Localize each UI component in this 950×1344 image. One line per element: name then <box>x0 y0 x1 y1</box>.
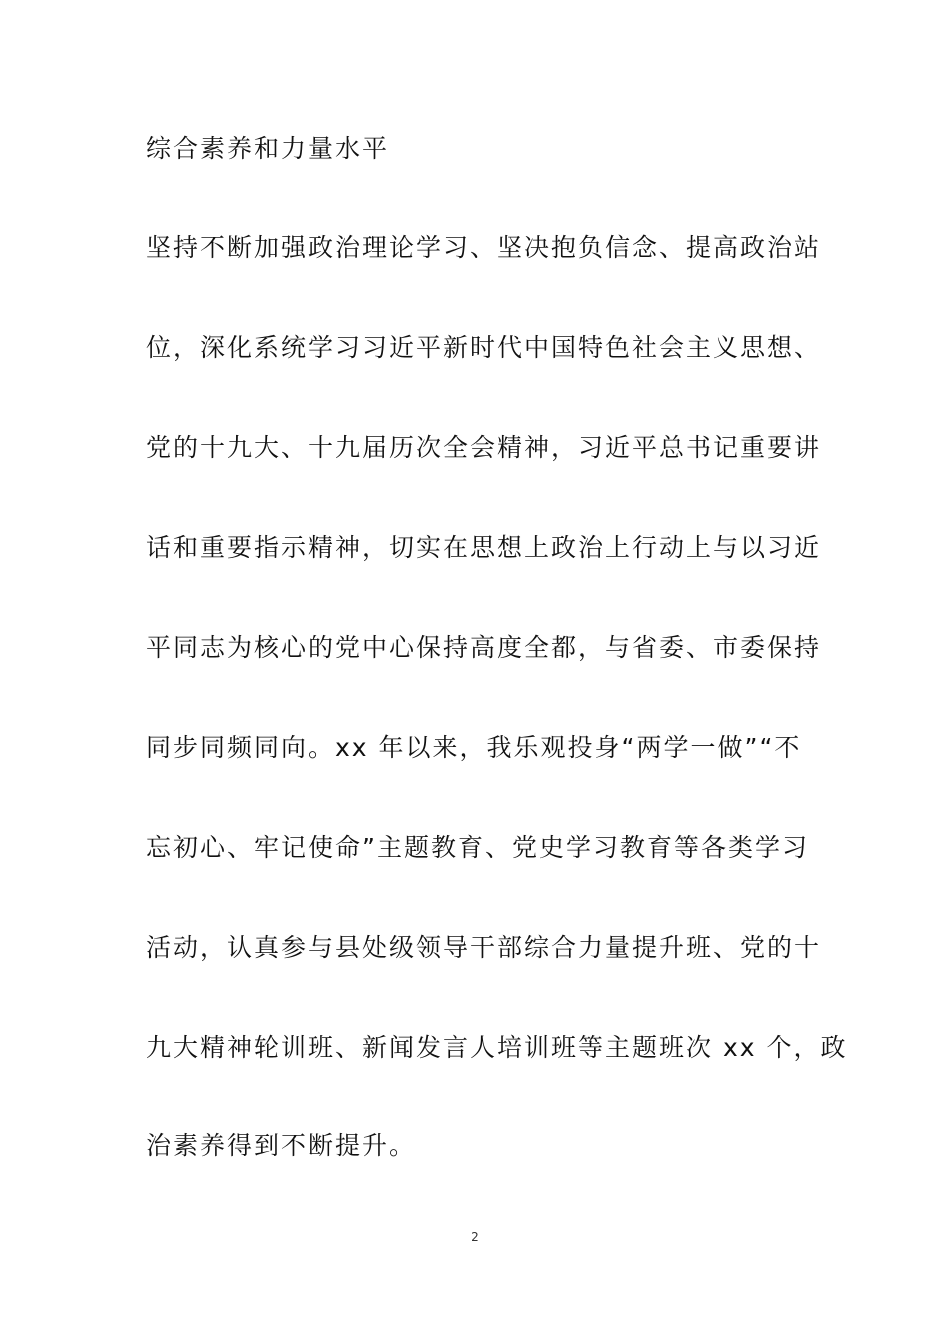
body-text-line: 活动，认真参与县处级领导干部综合力量提升班、党的十 <box>146 933 822 962</box>
body-text-line: 党的十九大、十九届历次全会精神，习近平总书记重要讲 <box>146 433 822 462</box>
page-number: 2 <box>471 1230 479 1244</box>
section-heading: 综合素养和力量水平 <box>146 134 390 163</box>
body-text-line: 位，深化系统学习习近平新时代中国特色社会主义思想、 <box>146 333 822 362</box>
body-text-line: 忘初心、牢记使命”主题教育、党史学习教育等各类学习 <box>146 833 809 862</box>
body-text-line: 坚持不断加强政治理论学习、坚决抱负信念、提高政治站 <box>146 233 822 262</box>
body-text-line: 平同志为核心的党中心保持高度全都，与省委、市委保持 <box>146 633 822 662</box>
body-text-line: 九大精神轮训班、新闻发言人培训班等主题班次 xx 个，政 <box>146 1033 848 1062</box>
body-text-line: 同步同频同向。xx 年以来，我乐观投身“两学一做”“不 <box>146 733 802 762</box>
body-text-line: 话和重要指示精神，切实在思想上政治上行动上与以习近 <box>146 533 822 562</box>
body-text-line: 治素养得到不断提升。 <box>146 1131 417 1160</box>
